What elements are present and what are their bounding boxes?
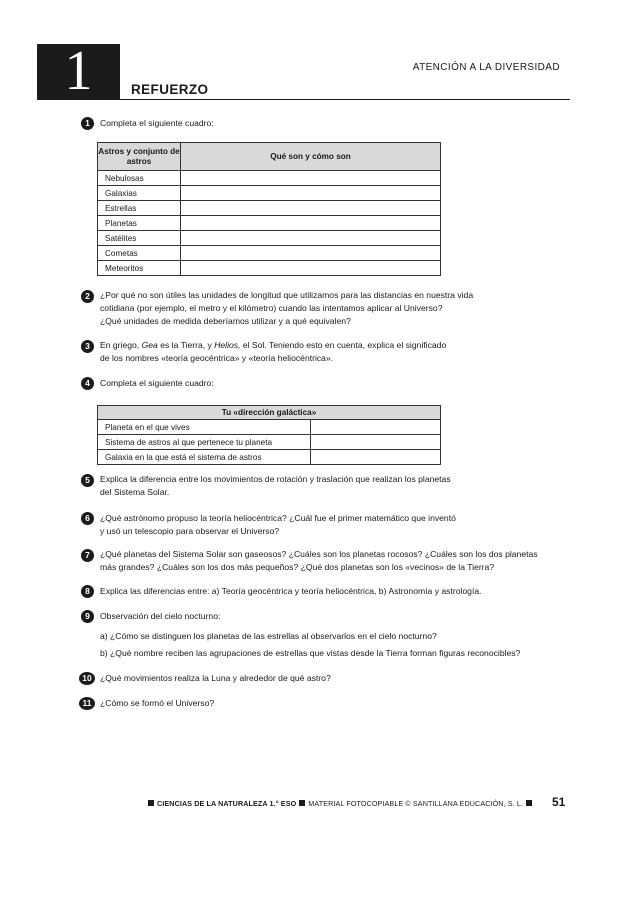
question-9a-text: a) ¿Cómo se distinguen los planetas de las estrellas al observarlos en el cielo nocturno? [100,631,437,641]
question-6-text [100,512,456,538]
astros-table-header-2: Qué son y cómo son [181,143,441,171]
astros-table-answer-cell[interactable] [181,261,441,276]
question-2-line: cotidiana (por ejemplo, el metro y el kilómetro) cuando las intentamos aplicar al Universo? [100,303,443,313]
astros-table-answer-cell[interactable] [181,216,441,231]
question-10-text: ¿Qué movimientos realiza la Luna y alrededor de qué astro? [100,673,331,683]
question-number-10: 10 [79,672,95,685]
astros-table-row-label: Galaxias [98,186,181,201]
astros-table-row-label: Satélites [98,231,181,246]
header-rule [120,99,570,100]
q3-fragment: es la Tierra, y [157,340,215,350]
question-number-4: 4 [81,377,94,390]
question-9b-text: b) ¿Qué nombre reciben las agrupaciones de estrellas que vistas desde la Tierra forman figuras reconocibles? [100,648,521,658]
question-7-text [100,548,538,574]
square-bullet-icon [148,800,154,806]
question-5-line: Explica la diferencia entre los movimientos de rotación y traslación que realizan los planetas [100,474,451,484]
question-3-line [100,339,446,352]
question-5-line: del Sistema Solar. [100,487,170,497]
square-bullet-icon [299,800,305,806]
question-number-7: 7 [81,549,94,562]
footer-course: CIENCIAS DE LA NATURALEZA 1.° ESO [157,799,297,808]
astros-table-row-label: Nebulosas [98,171,181,186]
astros-table-answer-cell[interactable] [181,171,441,186]
astros-table-row-label: Estrellas [98,201,181,216]
footer-copyright: MATERIAL FOTOCOPIABLE © SANTILLANA EDUCACIÓN, S. L. [308,799,524,808]
galactic-address-answer-cell[interactable] [311,420,441,435]
question-7-line: ¿Qué planetas del Sistema Solar son gaseosos? ¿Cuáles son los planetas rocosos? ¿Cuáles son los dos planetas [100,549,538,559]
astros-table [97,142,441,276]
question-number-8: 8 [81,585,94,598]
astros-table-answer-cell[interactable] [181,246,441,261]
question-6-line: y usó un telescopio para observar el Universo? [100,526,280,536]
galactic-address-answer-cell[interactable] [311,435,441,450]
question-number-11: 11 [79,697,95,710]
galactic-address-answer-cell[interactable] [311,450,441,465]
astros-table-row-label: Planetas [98,216,181,231]
header-topic: ATENCIÓN A LA DIVERSIDAD [412,62,560,73]
question-1-text: Completa el siguiente cuadro: [100,118,214,128]
question-3-text [100,339,446,365]
page-number: 51 [552,795,566,809]
question-number-3: 3 [81,340,94,353]
question-2-line: ¿Por qué no son útiles las unidades de longitud que utilizamos para las distancias en nuestra vida [100,290,474,300]
astros-table-row-label: Meteoritos [98,261,181,276]
astros-table-header-1: Astros y conjunto de astros [98,143,181,171]
astros-table-answer-cell[interactable] [181,201,441,216]
question-6-line: ¿Qué astrónomo propuso la teoría heliocéntrica? ¿Cuál fue el primer matemático que inventó [100,513,456,523]
galactic-address-header: Tu «dirección galáctica» [98,406,441,420]
question-8-text: Explica las diferencias entre: a) Teoría geocéntrica y teoría heliocéntrica, b) Astronomía y astrología. [100,586,482,596]
section-title: REFUERZO [131,82,209,97]
question-number-5: 5 [81,474,94,487]
question-2-line: ¿Qué unidades de medida deberíamos utilizar y a qué equivalen? [100,316,351,326]
square-bullet-icon [526,800,532,806]
question-5-text [100,473,451,499]
q3-fragment: el Sol. Teniendo esto en cuenta, explica el significado [240,340,447,350]
question-9-text: Observación del cielo nocturno: [100,611,221,621]
galactic-address-row-label: Galaxia en la que está el sistema de astros [98,450,311,465]
question-3-line: de los nombres «teoría geocéntrica» y «teoría heliocéntrica». [100,353,334,363]
unit-number: 1 [64,40,93,102]
question-number-2: 2 [81,290,94,303]
question-number-6: 6 [81,512,94,525]
astros-table-row-label: Cometas [98,246,181,261]
astros-table-answer-cell[interactable] [181,231,441,246]
astros-table-answer-cell[interactable] [181,186,441,201]
q3-gea: Gea [141,340,158,350]
question-number-9: 9 [81,610,94,623]
footer [145,799,535,808]
galactic-address-row-label: Planeta en el que vives [98,420,311,435]
galactic-address-row-label: Sistema de astros al que pertenece tu planeta [98,435,311,450]
question-11-text: ¿Cómo se formó el Universo? [100,698,215,708]
question-number-1: 1 [81,117,94,130]
q3-fragment: En griego, [100,340,142,350]
question-4-text: Completa el siguiente cuadro: [100,378,214,388]
galactic-address-table [97,405,441,465]
question-7-line: más grandes? ¿Cuáles son los dos más pequeños? ¿Qué dos planetas son los «vecinos» de la Tierra? [100,562,495,572]
question-2-text [100,289,473,328]
q3-helios: Helios, [214,340,241,350]
